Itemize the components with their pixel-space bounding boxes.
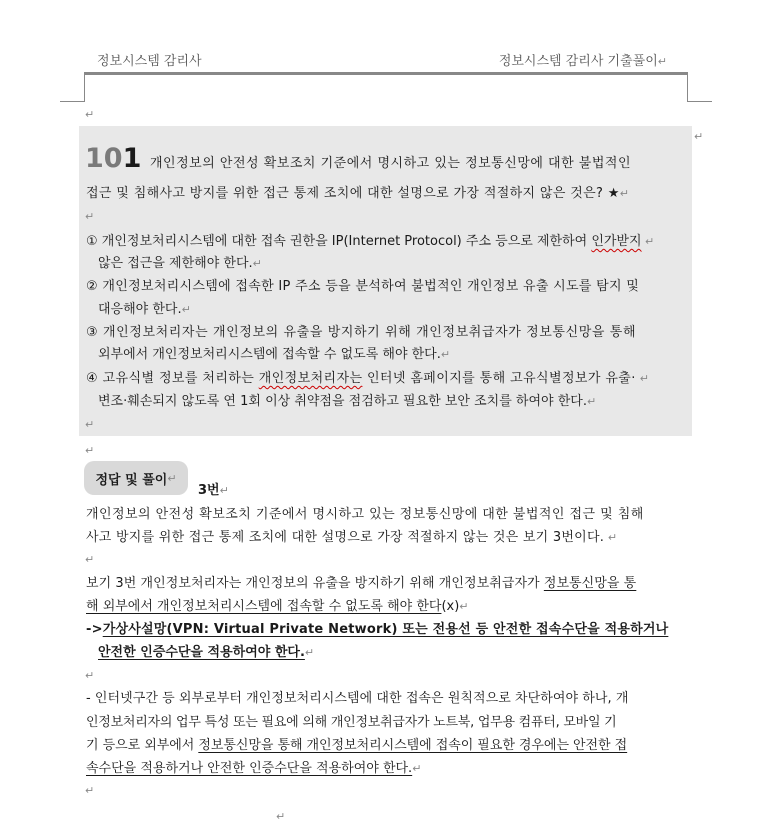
option-1-line1: ① 개인정보처리시스템에 대한 접속 권한을 IP(Internet Protocol) 주소 등으로 제한하여 인가받지 ↵ xyxy=(86,234,655,249)
header-left-title: 정보시스템 감리사 xyxy=(97,54,202,69)
header-right-title: 정보시스템 감리사 기출풀이↵ xyxy=(498,54,667,69)
paragraph-mark: ↵ xyxy=(85,553,95,566)
option-4-line2: 변조·훼손되지 않도록 연 1회 이상 취약점을 점검하고 필요한 보안 조치를 하여야 한다.↵ xyxy=(98,394,597,409)
option-2-line2: 대응해야 한다.↵ xyxy=(98,302,191,317)
margin-corner-right xyxy=(687,75,712,102)
question-text-line1: 개인정보의 안전성 확보조치 기준에서 명시하고 있는 정보통신망에 대한 불법적인 xyxy=(150,156,632,171)
paragraph-mark: ↵ xyxy=(85,418,95,431)
option-4-line1: ④ 고유식별 정보를 처리하는 개인정보처리자는 인터넷 홈페이지를 통해 고유식별정보가 유출· ↵ xyxy=(86,371,650,386)
explanation-para3-line3: 기 등으로 외부에서 정보통신망을 통해 개인정보처리시스템에 접속이 필요한 경우에는 안전한 접 xyxy=(86,738,628,753)
paragraph-mark: ↵ xyxy=(694,130,704,143)
paragraph-mark: ↵ xyxy=(85,784,95,797)
answer-value: 3번↵ xyxy=(198,483,229,498)
paragraph-mark: ↵ xyxy=(85,444,95,457)
explanation-arrow-line1: ->가상사설망(VPN: Virtual Private Network) 또는 전용선 등 안전한 접속수단을 적용하거나 xyxy=(86,622,669,637)
margin-corner-left xyxy=(60,75,85,102)
explanation-arrow-line2: 안전한 인증수단을 적용하여야 한다.↵ xyxy=(98,645,315,660)
explanation-para3-line1: - 인터넷구간 등 외부로부터 개인정보처리시스템에 대한 접속은 원칙적으로 차단하여야 하나, 개 xyxy=(86,691,629,706)
option-3-line2: 외부에서 개인정보처리시스템에 접속할 수 없도록 해야 한다.↵ xyxy=(98,347,451,362)
explanation-para1-line1: 개인정보의 안전성 확보조치 기준에서 명시하고 있는 정보통신망에 대한 불법적인 접근 및 침해 xyxy=(86,507,644,522)
option-3-line1: ③ 개인정보처리자는 개인정보의 유출을 방지하기 위해 개인정보취급자가 정보통신망을 통해 xyxy=(86,325,637,340)
option-2-line1: ② 개인정보처리시스템에 접속한 IP 주소 등을 분석하여 불법적인 개인정보 유출 시도를 탐지 및 xyxy=(86,279,640,294)
explanation-para2-line2: 해 외부에서 개인정보처리시스템에 접속할 수 없도록 해야 한다(x)↵ xyxy=(86,599,469,614)
answer-button[interactable]: 정답 및 풀이 ↵ xyxy=(84,461,188,495)
paragraph-mark: ↵ xyxy=(85,210,95,223)
paragraph-mark: ↵ xyxy=(85,669,95,682)
question-number: 101 xyxy=(85,143,142,174)
explanation-para3-line2: 인정보처리자의 업무 특성 또는 필요에 의해 개인정보취급자가 노트북, 업무용 컴퓨터, 모바일 기 xyxy=(86,715,617,730)
paragraph-mark: ↵ xyxy=(276,810,286,823)
header-rule xyxy=(84,72,688,75)
option-1-line2: 않은 접근을 제한해야 한다.↵ xyxy=(98,256,262,271)
question-text-line2: 접근 및 침해사고 방지를 위한 접근 통제 조치에 대한 설명으로 가장 적절하지 않은 것은? ★↵ xyxy=(86,186,630,201)
explanation-para2-line1: 보기 3번 개인정보처리자는 개인정보의 유출을 방지하기 위해 개인정보취급자가 정보통신망을 통 xyxy=(86,576,637,591)
explanation-para1-line2: 사고 방지를 위한 접근 통제 조치에 대한 설명으로 가장 적절하지 않는 것은 보기 3번이다. ↵ xyxy=(86,530,618,545)
explanation-para3-line4: 속수단을 적용하거나 안전한 인증수단을 적용하여야 한다.↵ xyxy=(86,761,422,776)
paragraph-mark: ↵ xyxy=(85,108,95,121)
